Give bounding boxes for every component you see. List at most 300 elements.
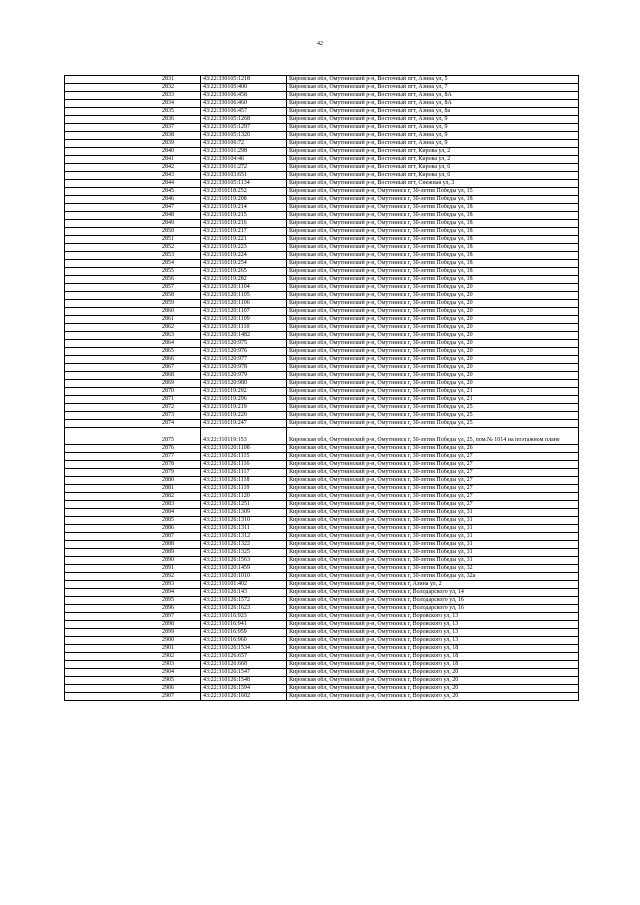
- address-cell: Кировская обл, Омутнинский р-н, Омутнинск г, 30-летия Победы ул, 31: [287, 533, 579, 541]
- address-cell: Кировская обл, Омутнинский р-н, Омутнинск г, 30-летия Победы ул, 20: [287, 324, 579, 332]
- row-number-cell: 2834: [65, 100, 201, 108]
- table-row: [65, 380, 579, 388]
- table-row: [65, 276, 579, 284]
- row-number-cell: 2861: [65, 316, 201, 324]
- table-row: [65, 493, 579, 501]
- cadastral-number-cell: 43:22:310119:282: [201, 276, 287, 284]
- address-cell: Кировская обл, Омутнинский р-н, Омутнинск г, 30-летия Победы ул, 25: [287, 412, 579, 420]
- cadastral-number-cell: 43:22:330103:651: [201, 172, 287, 180]
- row-number-cell: 2877: [65, 453, 201, 461]
- address-cell: Кировская обл, Омутнинский р-н, Омутнинск г, Воровского ул, 18: [287, 661, 579, 669]
- cadastral-number-cell: 43:22:310126:1623: [201, 605, 287, 613]
- table-row: [65, 693, 579, 701]
- cadastral-number-cell: 43:22:310126:1563: [201, 557, 287, 565]
- table-row: [65, 549, 579, 557]
- cadastral-number-cell: 43:22:330105:1218: [201, 76, 287, 84]
- address-cell: Кировская обл, Омутнинский р-н, Омутнинск г, Володарского ул, 14: [287, 589, 579, 597]
- cadastral-number-cell: 43:22:310126:1309: [201, 509, 287, 517]
- cadastral-number-cell: 43:22:310120:1110: [201, 324, 287, 332]
- cadastral-number-cell: 43:22:310126:1116: [201, 461, 287, 469]
- address-cell: Кировская обл, Омутнинский р-н, Омутнинск г, 30-летия Победы ул, 27: [287, 485, 579, 493]
- cadastral-number-cell: 43:22:310119:219: [201, 404, 287, 412]
- address-cell: Кировская обл, Омутнинский р-н, Омутнинск г, 30-летия Победы ул, 25, пом.№ 1014 на поэтажном плане: [287, 428, 579, 445]
- row-number-cell: 2893: [65, 581, 201, 589]
- table-row: [65, 316, 579, 324]
- table-row: [65, 252, 579, 260]
- address-cell: Кировская обл, Омутнинский р-н, Омутнинск г, 30-летия Победы ул, 20: [287, 356, 579, 364]
- address-cell: Кировская обл, Омутнинский р-н, Омутнинск г, 30-летия Победы ул, 20: [287, 300, 579, 308]
- row-number-cell: 2879: [65, 469, 201, 477]
- address-cell: Кировская обл, Омутнинский р-н, Омутнинск г, 30-летия Победы ул, 31: [287, 549, 579, 557]
- cadastral-number-cell: 43:22:330105:1134: [201, 180, 287, 188]
- table-row: [65, 677, 579, 685]
- row-number-cell: 2899: [65, 629, 201, 637]
- table-row: [65, 477, 579, 485]
- table-row: [65, 637, 579, 645]
- address-cell: Кировская обл, Омутнинский р-н, Омутнинск г, 30-летия Победы ул, 32а: [287, 573, 579, 581]
- cadastral-number-cell: 43:22:310119:216: [201, 220, 287, 228]
- table-row: [65, 661, 579, 669]
- cadastral-number-cell: 43:22:310120:1459: [201, 565, 287, 573]
- row-number-cell: 2890: [65, 557, 201, 565]
- cadastral-number-cell: 43:22:310126:1310: [201, 517, 287, 525]
- address-cell: Кировская обл, Омутнинский р-н, Омутнинск г, Воровского ул, 13: [287, 613, 579, 621]
- cadastral-number-cell: 43:22:330106:458: [201, 92, 287, 100]
- row-number-cell: 2867: [65, 364, 201, 372]
- cadastral-number-cell: 43:22:310126:1117: [201, 469, 287, 477]
- table-row: [65, 453, 579, 461]
- cadastral-number-cell: 43:22:310126:657: [201, 653, 287, 661]
- address-cell: Кировская обл, Омутнинский р-н, Омутнинск г, 30-летия Победы ул, 27: [287, 493, 579, 501]
- row-number-cell: 2841: [65, 156, 201, 164]
- table-row: [65, 445, 579, 453]
- row-number-cell: 2902: [65, 653, 201, 661]
- row-number-cell: 2888: [65, 541, 201, 549]
- row-number-cell: 2850: [65, 228, 201, 236]
- cadastral-number-cell: 43:22:310126:668: [201, 661, 287, 669]
- cadastral-number-cell: 43:22:330106:72: [201, 140, 287, 148]
- cadastral-number-cell: 43:22:310120:1109: [201, 316, 287, 324]
- cadastral-number-cell: 43:22:310116:923: [201, 613, 287, 621]
- row-number-cell: 2831: [65, 76, 201, 84]
- table-row: [65, 228, 579, 236]
- address-cell: Кировская обл, Омутнинский р-н, Омутнинск г, 30-летия Победы ул, 20: [287, 380, 579, 388]
- row-number-cell: 2904: [65, 669, 201, 677]
- cadastral-number-cell: 43:22:310126:1120: [201, 493, 287, 501]
- cadastral-number-cell: 43:22:310119:292: [201, 388, 287, 396]
- address-cell: Кировская обл, Омутнинский р-н, Омутнинск г, 30-летия Победы ул, 27: [287, 469, 579, 477]
- table-row: [65, 541, 579, 549]
- address-cell: Кировская обл, Омутнинский р-н, Омутнинск г, 30-летия Победы ул, 18: [287, 276, 579, 284]
- table-row: [65, 244, 579, 252]
- row-number-cell: 2838: [65, 132, 201, 140]
- page-number: 42: [317, 41, 323, 47]
- row-number-cell: 2853: [65, 252, 201, 260]
- address-cell: Кировская обл, Омутнинский р-н, Омутнинск г, Воровского ул, 13: [287, 621, 579, 629]
- table-row: [65, 340, 579, 348]
- table-row: [65, 76, 579, 84]
- cadastral-number-cell: 43:22:310120:1105: [201, 292, 287, 300]
- row-number-cell: 2907: [65, 693, 201, 701]
- row-number-cell: 2871: [65, 396, 201, 404]
- table-row: [65, 332, 579, 340]
- table-row: [65, 645, 579, 653]
- cadastral-number-cell: 43:22:310120:977: [201, 356, 287, 364]
- cadastral-number-cell: 43:22:310126:1322: [201, 541, 287, 549]
- address-cell: Кировская обл, Омутнинский р-н, Омутнинск г, 30-летия Победы ул, 18: [287, 204, 579, 212]
- cadastral-number-cell: 43:22:310119:220: [201, 412, 287, 420]
- table-row: [65, 204, 579, 212]
- address-cell: Кировская обл, Омутнинский р-н, Восточный пгт, Азина ул, 7: [287, 84, 579, 92]
- address-cell: Кировская обл, Омутнинский р-н, Омутнинск г, 30-летия Победы ул, 31: [287, 517, 579, 525]
- row-number-cell: 2894: [65, 589, 201, 597]
- cadastral-number-cell: 43:22:310119:217: [201, 228, 287, 236]
- cadastral-number-cell: 43:22:310126:143: [201, 589, 287, 597]
- row-number-cell: 2872: [65, 404, 201, 412]
- table-row: [65, 148, 579, 156]
- address-cell: Кировская обл, Омутнинский р-н, Омутнинск г, 30-летия Победы ул, 20: [287, 364, 579, 372]
- cadastral-number-cell: 43:22:330106:457: [201, 108, 287, 116]
- table-row: [65, 180, 579, 188]
- cadastral-number-cell: 43:22:310120:978: [201, 364, 287, 372]
- table-row: [65, 348, 579, 356]
- address-cell: Кировская обл, Омутнинский р-н, Омутнинск г, 30-летия Победы ул, 31: [287, 541, 579, 549]
- table-row: [65, 188, 579, 196]
- cadastral-number-cell: 43:22:310119:153: [201, 428, 287, 445]
- table-row: [65, 597, 579, 605]
- address-cell: Кировская обл, Омутнинский р-н, Восточный пгт, Азина ул, 8А: [287, 92, 579, 100]
- address-cell: Кировская обл, Омутнинский р-н, Омутнинск г, 30-летия Победы ул, 15: [287, 188, 579, 196]
- table-row: [65, 613, 579, 621]
- cadastral-number-cell: 43:22:330105:1268: [201, 116, 287, 124]
- row-number-cell: 2878: [65, 461, 201, 469]
- table-row: [65, 581, 579, 589]
- row-number-cell: 2903: [65, 661, 201, 669]
- row-number-cell: 2895: [65, 597, 201, 605]
- address-cell: Кировская обл, Омутнинский р-н, Омутнинск г, 30-летия Победы ул, 27: [287, 453, 579, 461]
- table-row: [65, 324, 579, 332]
- address-cell: Кировская обл, Омутнинский р-н, Омутнинск г, 30-летия Победы ул, 20: [287, 332, 579, 340]
- row-number-cell: 2851: [65, 236, 201, 244]
- cadastral-number-cell: 43:22:310126:1534: [201, 645, 287, 653]
- table-row: [65, 420, 579, 428]
- cadastral-number-cell: 43:22:310126:1548: [201, 677, 287, 685]
- cadastral-number-cell: 43:22:310126:1251: [201, 501, 287, 509]
- cadastral-number-cell: 43:22:330105:400: [201, 84, 287, 92]
- property-register-table: [64, 75, 579, 701]
- table-row: [65, 557, 579, 565]
- row-number-cell: 2906: [65, 685, 201, 693]
- row-number-cell: 2896: [65, 605, 201, 613]
- row-number-cell: 2849: [65, 220, 201, 228]
- address-cell: Кировская обл, Омутнинский р-н, Омутнинск г, 30-летия Победы ул, 31: [287, 509, 579, 517]
- cadastral-number-cell: 43:22:330105:1320: [201, 132, 287, 140]
- cadastral-number-cell: 43:22:310101:402: [201, 581, 287, 589]
- cadastral-number-cell: 43:22:310120:975: [201, 340, 287, 348]
- cadastral-number-cell: 43:22:310126:1325: [201, 549, 287, 557]
- row-number-cell: 2843: [65, 172, 201, 180]
- address-cell: Кировская обл, Омутнинский р-н, Омутнинск г, 30-летия Победы ул, 25: [287, 420, 579, 428]
- address-cell: Кировская обл, Омутнинский р-н, Омутнинск г, 30-летия Победы ул, 32: [287, 565, 579, 573]
- address-cell: Кировская обл, Омутнинский р-н, Омутнинск г, 30-летия Победы ул, 18: [287, 228, 579, 236]
- cadastral-number-cell: 43:22:310126:1119: [201, 485, 287, 493]
- row-number-cell: 2905: [65, 677, 201, 685]
- row-number-cell: 2859: [65, 300, 201, 308]
- table-row: [65, 573, 579, 581]
- cadastral-number-cell: 43:22:310120:1104: [201, 284, 287, 292]
- row-number-cell: 2840: [65, 148, 201, 156]
- cadastral-number-cell: 43:22:310119:208: [201, 196, 287, 204]
- address-cell: Кировская обл, Омутнинский р-н, Омутнинск г, 30-летия Победы ул, 18: [287, 268, 579, 276]
- row-number-cell: 2883: [65, 501, 201, 509]
- row-number-cell: 2866: [65, 356, 201, 364]
- cadastral-number-cell: 43:22:310120:1108: [201, 445, 287, 453]
- register-body: [65, 76, 579, 701]
- row-number-cell: 2864: [65, 340, 201, 348]
- row-number-cell: 2833: [65, 92, 201, 100]
- address-cell: Кировская обл, Омутнинский р-н, Омутнинск г, Воровского ул, 18: [287, 645, 579, 653]
- table-row: [65, 404, 579, 412]
- address-cell: Кировская обл, Омутнинский р-н, Омутнинск г, 30-летия Победы ул, 21: [287, 396, 579, 404]
- address-cell: Кировская обл, Омутнинский р-н, Омутнинск г, 30-летия Победы ул, 27: [287, 477, 579, 485]
- cadastral-number-cell: 43:22:330101:272: [201, 164, 287, 172]
- cadastral-number-cell: 43:22:310126:1594: [201, 685, 287, 693]
- cadastral-number-cell: 43:22:310126:1311: [201, 525, 287, 533]
- row-number-cell: 2837: [65, 124, 201, 132]
- table-row: [65, 260, 579, 268]
- row-number-cell: 2874: [65, 420, 201, 428]
- table-row: [65, 485, 579, 493]
- address-cell: Кировская обл, Омутнинский р-н, Восточный пгт, Кирова ул, 2: [287, 148, 579, 156]
- table-row: [65, 196, 579, 204]
- table-row: [65, 284, 579, 292]
- row-number-cell: 2885: [65, 517, 201, 525]
- row-number-cell: 2836: [65, 116, 201, 124]
- table-row: [65, 517, 579, 525]
- table-row: [65, 669, 579, 677]
- address-cell: Кировская обл, Омутнинский р-н, Омутнинск г, 30-летия Победы ул, 20: [287, 292, 579, 300]
- address-cell: Кировская обл, Омутнинский р-н, Омутнинск г, Володарского ул, 16: [287, 597, 579, 605]
- table-row: [65, 220, 579, 228]
- table-row: [65, 685, 579, 693]
- cadastral-number-cell: 43:22:310119:221: [201, 236, 287, 244]
- cadastral-number-cell: 43:22:330106:460: [201, 100, 287, 108]
- address-cell: Кировская обл, Омутнинский р-н, Восточный пгт, Азина ул, 9: [287, 132, 579, 140]
- table-row: [65, 172, 579, 180]
- cadastral-number-cell: 43:22:310126:1312: [201, 533, 287, 541]
- cadastral-number-cell: 43:22:310126:1118: [201, 477, 287, 485]
- cadastral-number-cell: 43:22:310126:1602: [201, 693, 287, 701]
- table-row: [65, 140, 579, 148]
- address-cell: Кировская обл, Омутнинский р-н, Омутнинск г, 30-летия Победы ул, 20: [287, 340, 579, 348]
- cadastral-number-cell: 43:22:330105:1297: [201, 124, 287, 132]
- row-number-cell: 2880: [65, 477, 201, 485]
- table-row: [65, 461, 579, 469]
- cadastral-number-cell: 43:22:310119:214: [201, 204, 287, 212]
- address-cell: Кировская обл, Омутнинский р-н, Омутнинск г, 30-летия Победы ул, 18: [287, 244, 579, 252]
- row-number-cell: 2901: [65, 645, 201, 653]
- cadastral-number-cell: 43:22:310116:941: [201, 621, 287, 629]
- row-number-cell: 2900: [65, 637, 201, 645]
- address-cell: Кировская обл, Омутнинский р-н, Омутнинск г, Володарского ул, 16: [287, 605, 579, 613]
- row-number-cell: 2892: [65, 573, 201, 581]
- address-cell: Кировская обл, Омутнинский р-н, Омутнинск г, Воровского ул, 20: [287, 693, 579, 701]
- address-cell: Кировская обл, Омутнинский р-н, Омутнинск г, Воровского ул, 13: [287, 629, 579, 637]
- cadastral-number-cell: 43:22:310119:296: [201, 396, 287, 404]
- cadastral-number-cell: 43:22:330101:298: [201, 148, 287, 156]
- address-cell: Кировская обл, Омутнинский р-н, Омутнинск г, 30-летия Победы ул, 18: [287, 252, 579, 260]
- cadastral-number-cell: 43:22:310116:960: [201, 637, 287, 645]
- cadastral-number-cell: 43:22:310126:1547: [201, 669, 287, 677]
- table-row: [65, 212, 579, 220]
- table-row: [65, 501, 579, 509]
- table-row: [65, 156, 579, 164]
- cadastral-number-cell: 43:22:330104:46: [201, 156, 287, 164]
- address-cell: Кировская обл, Омутнинский р-н, Омутнинск г, 30-летия Победы ул, 27: [287, 501, 579, 509]
- row-number-cell: 2875: [65, 428, 201, 445]
- row-number-cell: 2860: [65, 308, 201, 316]
- row-number-cell: 2891: [65, 565, 201, 573]
- table-row: [65, 469, 579, 477]
- table-row: [65, 92, 579, 100]
- table-row: [65, 356, 579, 364]
- row-number-cell: 2881: [65, 485, 201, 493]
- cadastral-number-cell: 43:22:010118:252: [201, 188, 287, 196]
- address-cell: Кировская обл, Омутнинский р-н, Омутнинск г, 30-летия Победы ул, 26: [287, 445, 579, 453]
- cadastral-number-cell: 43:22:310120:976: [201, 348, 287, 356]
- table-row: [65, 308, 579, 316]
- table-row: [65, 292, 579, 300]
- cadastral-number-cell: 43:22:310120:1010: [201, 573, 287, 581]
- row-number-cell: 2865: [65, 348, 201, 356]
- table-row: [65, 100, 579, 108]
- address-cell: Кировская обл, Омутнинский р-н, Восточный пгт, Азина ул, 9: [287, 124, 579, 132]
- address-cell: Кировская обл, Омутнинский р-н, Омутнинск г, 30-летия Победы ул, 20: [287, 372, 579, 380]
- address-cell: Кировская обл, Омутнинский р-н, Омутнинск г, 30-летия Победы ул, 18: [287, 236, 579, 244]
- row-number-cell: 2854: [65, 260, 201, 268]
- address-cell: Кировская обл, Омутнинский р-н, Омутнинск г, 30-летия Победы ул, 21: [287, 388, 579, 396]
- row-number-cell: 2842: [65, 164, 201, 172]
- row-number-cell: 2847: [65, 204, 201, 212]
- table-row: [65, 428, 579, 445]
- cadastral-number-cell: 43:22:310119:254: [201, 260, 287, 268]
- row-number-cell: 2839: [65, 140, 201, 148]
- row-number-cell: 2884: [65, 509, 201, 517]
- address-cell: Кировская обл, Омутнинский р-н, Омутнинск г, 30-летия Победы ул, 25: [287, 404, 579, 412]
- cadastral-number-cell: 43:22:310126:1115: [201, 453, 287, 461]
- address-cell: Кировская обл, Омутнинский р-н, Омутнинск г, Воровского ул, 18: [287, 653, 579, 661]
- row-number-cell: 2889: [65, 549, 201, 557]
- address-cell: Кировская обл, Омутнинский р-н, Омутнинск г, Воровского ул, 20: [287, 669, 579, 677]
- row-number-cell: 2870: [65, 388, 201, 396]
- address-cell: Кировская обл, Омутнинский р-н, Омутнинск г, 30-летия Победы ул, 31: [287, 557, 579, 565]
- row-number-cell: 2882: [65, 493, 201, 501]
- address-cell: Кировская обл, Омутнинский р-н, Восточный пгт, Азина ул, 9: [287, 116, 579, 124]
- address-cell: Кировская обл, Омутнинский р-н, Омутнинск г, 30-летия Победы ул, 18: [287, 260, 579, 268]
- row-number-cell: 2832: [65, 84, 201, 92]
- row-number-cell: 2845: [65, 188, 201, 196]
- table-row: [65, 533, 579, 541]
- row-number-cell: 2886: [65, 525, 201, 533]
- address-cell: Кировская обл, Омутнинский р-н, Восточный пгт, Кирова ул, 2: [287, 156, 579, 164]
- row-number-cell: 2873: [65, 412, 201, 420]
- row-number-cell: 2862: [65, 324, 201, 332]
- table-row: [65, 108, 579, 116]
- cadastral-number-cell: 43:22:310116:959: [201, 629, 287, 637]
- table-row: [65, 164, 579, 172]
- cadastral-number-cell: 43:22:310120:980: [201, 380, 287, 388]
- cadastral-number-cell: 43:22:310119:265: [201, 268, 287, 276]
- row-number-cell: 2868: [65, 372, 201, 380]
- address-cell: Кировская обл, Омутнинский р-н, Омутнинск г, 30-летия Победы ул, 18: [287, 196, 579, 204]
- cadastral-number-cell: 43:22:310119:247: [201, 420, 287, 428]
- row-number-cell: 2887: [65, 533, 201, 541]
- address-cell: Кировская обл, Омутнинский р-н, Омутнинск г, 30-летия Победы ул, 31: [287, 525, 579, 533]
- row-number-cell: 2855: [65, 268, 201, 276]
- table-row: [65, 412, 579, 420]
- address-cell: Кировская обл, Омутнинский р-н, Восточный пгт, Снежная ул, 3: [287, 180, 579, 188]
- address-cell: Кировская обл, Омутнинский р-н, Восточный пгт, Кирова ул, 6: [287, 172, 579, 180]
- row-number-cell: 2846: [65, 196, 201, 204]
- address-cell: Кировская обл, Омутнинский р-н, Омутнинск г, 30-летия Победы ул, 20: [287, 316, 579, 324]
- table-row: [65, 236, 579, 244]
- table-row: [65, 300, 579, 308]
- table-row: [65, 653, 579, 661]
- address-cell: Кировская обл, Омутнинский р-н, Омутнинск г, 30-летия Победы ул, 20: [287, 308, 579, 316]
- row-number-cell: 2876: [65, 445, 201, 453]
- row-number-cell: 2898: [65, 621, 201, 629]
- address-cell: Кировская обл, Омутнинский р-н, Омутнинск г, 30-летия Победы ул, 18: [287, 220, 579, 228]
- cadastral-number-cell: 43:22:310119:223: [201, 244, 287, 252]
- table-row: [65, 565, 579, 573]
- table-row: [65, 388, 579, 396]
- cadastral-number-cell: 43:22:310126:1572: [201, 597, 287, 605]
- table-row: [65, 132, 579, 140]
- address-cell: Кировская обл, Омутнинский р-н, Восточный пгт, Азина ул, 8а: [287, 108, 579, 116]
- address-cell: Кировская обл, Омутнинский р-н, Восточный пгт, Азина ул, 8А: [287, 100, 579, 108]
- cadastral-number-cell: 43:22:310120:1107: [201, 308, 287, 316]
- table-row: [65, 396, 579, 404]
- table-row: [65, 605, 579, 613]
- address-cell: Кировская обл, Омутнинский р-н, Омутнинск г, 30-летия Победы ул, 20: [287, 348, 579, 356]
- table-row: [65, 268, 579, 276]
- cadastral-number-cell: 43:22:310120:979: [201, 372, 287, 380]
- address-cell: Кировская обл, Омутнинский р-н, Омутнинск г, 30-летия Победы ул, 18: [287, 212, 579, 220]
- row-number-cell: 2852: [65, 244, 201, 252]
- table-row: [65, 509, 579, 517]
- address-cell: Кировская обл, Омутнинский р-н, Омутнинск г, 30-летия Победы ул, 20: [287, 284, 579, 292]
- table-row: [65, 372, 579, 380]
- address-cell: Кировская обл, Омутнинский р-н, Омутнинск г, Азина ул, 2: [287, 581, 579, 589]
- table-row: [65, 629, 579, 637]
- row-number-cell: 2835: [65, 108, 201, 116]
- table-row: [65, 525, 579, 533]
- address-cell: Кировская обл, Омутнинский р-н, Омутнинск г, Воровского ул, 20: [287, 677, 579, 685]
- address-cell: Кировская обл, Омутнинский р-н, Восточный пгт, Азина ул, 5: [287, 76, 579, 84]
- row-number-cell: 2858: [65, 292, 201, 300]
- table-row: [65, 589, 579, 597]
- address-cell: Кировская обл, Омутнинский р-н, Омутнинск г, Воровского ул, 20: [287, 685, 579, 693]
- row-number-cell: 2897: [65, 613, 201, 621]
- table-row: [65, 621, 579, 629]
- cadastral-number-cell: 43:22:310119:215: [201, 212, 287, 220]
- row-number-cell: 2848: [65, 212, 201, 220]
- cadastral-number-cell: 43:22:310120:1106: [201, 300, 287, 308]
- address-cell: Кировская обл, Омутнинский р-н, Восточный пгт, Азина ул, 9: [287, 140, 579, 148]
- cadastral-number-cell: 43:22:310120:1482: [201, 332, 287, 340]
- row-number-cell: 2844: [65, 180, 201, 188]
- row-number-cell: 2857: [65, 284, 201, 292]
